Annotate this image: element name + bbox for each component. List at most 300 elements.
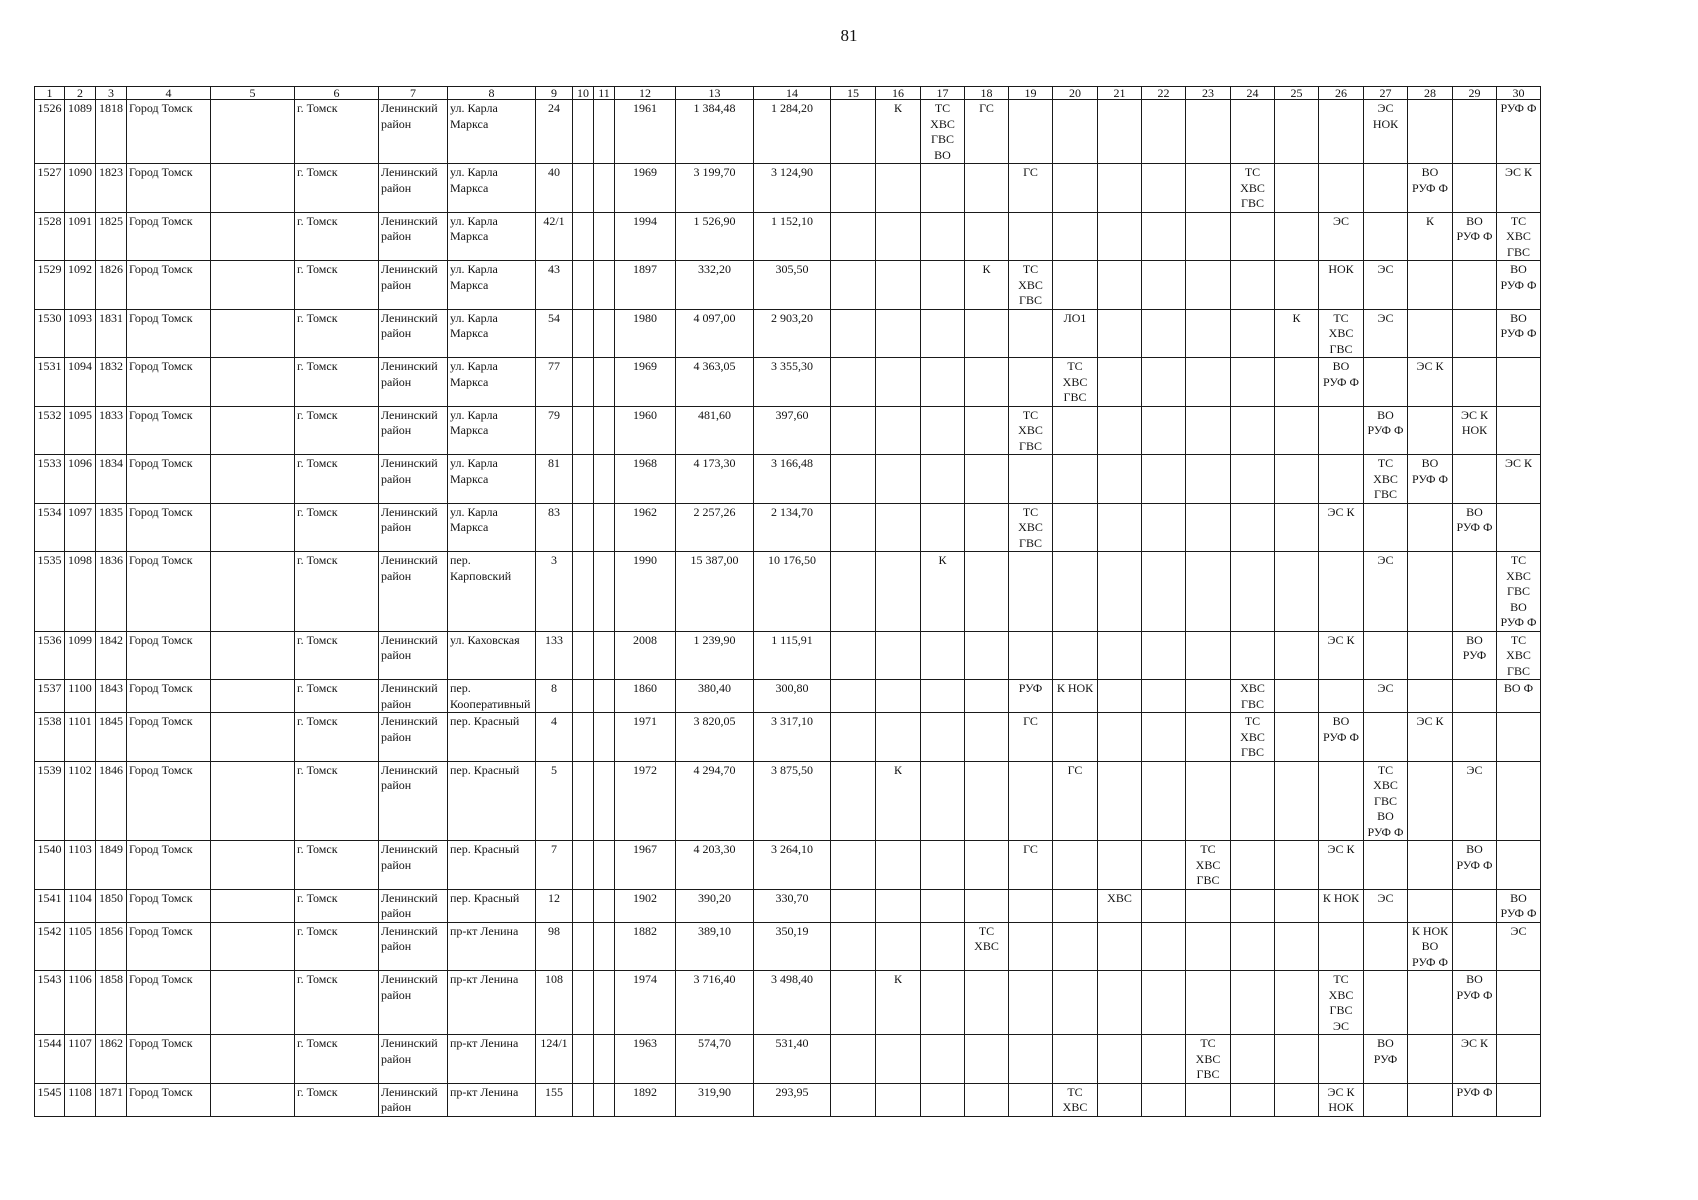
cell-col-11 <box>594 358 615 407</box>
cell-col-23 <box>1186 971 1231 1035</box>
cell-col-29 <box>1453 455 1497 504</box>
cell-col-9: 5 <box>536 761 573 841</box>
cell-col-14: 2 134,70 <box>754 503 831 552</box>
cell-col-17 <box>921 358 965 407</box>
cell-col-19: ТС ХВС ГВС <box>1009 503 1053 552</box>
cell-col-18 <box>965 841 1009 890</box>
cell-col-24: ТС ХВС ГВС <box>1231 713 1275 762</box>
cell-col-15 <box>831 680 876 713</box>
cell-col-20 <box>1053 889 1098 922</box>
cell-col-17: ТС ХВС ГВС ВО <box>921 100 965 164</box>
cell-col-15 <box>831 631 876 680</box>
cell-col-15 <box>831 212 876 261</box>
cell-col-17 <box>921 406 965 455</box>
cell-col-11 <box>594 406 615 455</box>
cell-col-2: 1105 <box>65 922 96 971</box>
cell-col-21 <box>1098 358 1142 407</box>
cell-col-27: ЭС <box>1364 552 1408 632</box>
cell-col-1: 1531 <box>35 358 65 407</box>
cell-col-24 <box>1231 212 1275 261</box>
cell-col-22 <box>1142 503 1186 552</box>
cell-col-26 <box>1319 455 1364 504</box>
cell-col-5 <box>211 680 295 713</box>
cell-col-9: 79 <box>536 406 573 455</box>
cell-col-16 <box>876 922 921 971</box>
cell-col-28: ВО РУФ Ф <box>1408 455 1453 504</box>
cell-col-18 <box>965 358 1009 407</box>
cell-col-3: 1850 <box>96 889 127 922</box>
cell-col-7: Ленинский район <box>379 889 448 922</box>
cell-col-29 <box>1453 100 1497 164</box>
cell-col-19: ГС <box>1009 164 1053 213</box>
cell-col-9: 81 <box>536 455 573 504</box>
cell-col-4: Город Томск <box>127 1035 211 1084</box>
cell-col-1: 1544 <box>35 1035 65 1084</box>
cell-col-27 <box>1364 164 1408 213</box>
cell-col-14: 330,70 <box>754 889 831 922</box>
cell-col-4: Город Томск <box>127 922 211 971</box>
table-row <box>35 680 1541 713</box>
cell-col-20 <box>1053 261 1098 310</box>
cell-col-7: Ленинский район <box>379 358 448 407</box>
cell-col-29 <box>1453 358 1497 407</box>
cell-col-4: Город Томск <box>127 713 211 762</box>
column-header-18: 18 <box>965 87 1009 100</box>
cell-col-11 <box>594 503 615 552</box>
cell-col-28 <box>1408 1083 1453 1116</box>
cell-col-28 <box>1408 552 1453 632</box>
cell-col-11 <box>594 971 615 1035</box>
cell-col-5 <box>211 631 295 680</box>
column-header-12: 12 <box>615 87 676 100</box>
cell-col-20 <box>1053 971 1098 1035</box>
cell-col-22 <box>1142 358 1186 407</box>
cell-col-2: 1098 <box>65 552 96 632</box>
cell-col-9: 83 <box>536 503 573 552</box>
cell-col-17 <box>921 680 965 713</box>
cell-col-19 <box>1009 971 1053 1035</box>
cell-col-15 <box>831 761 876 841</box>
cell-col-18 <box>965 309 1009 358</box>
cell-col-20 <box>1053 1035 1098 1084</box>
cell-col-16 <box>876 212 921 261</box>
cell-col-6: г. Томск <box>295 100 379 164</box>
cell-col-10 <box>573 680 594 713</box>
cell-col-29 <box>1453 680 1497 713</box>
cell-col-13: 4 173,30 <box>676 455 754 504</box>
cell-col-21 <box>1098 1035 1142 1084</box>
cell-col-25 <box>1275 455 1319 504</box>
cell-col-9: 133 <box>536 631 573 680</box>
cell-col-2: 1092 <box>65 261 96 310</box>
cell-col-7: Ленинский район <box>379 1035 448 1084</box>
cell-col-22 <box>1142 164 1186 213</box>
cell-col-25 <box>1275 261 1319 310</box>
cell-col-12: 1969 <box>615 358 676 407</box>
cell-col-1: 1532 <box>35 406 65 455</box>
cell-col-4: Город Томск <box>127 455 211 504</box>
cell-col-15 <box>831 309 876 358</box>
cell-col-2: 1106 <box>65 971 96 1035</box>
cell-col-2: 1102 <box>65 761 96 841</box>
cell-col-10 <box>573 309 594 358</box>
cell-col-16 <box>876 1035 921 1084</box>
cell-col-7: Ленинский район <box>379 503 448 552</box>
cell-col-13: 481,60 <box>676 406 754 455</box>
cell-col-20 <box>1053 164 1098 213</box>
cell-col-10 <box>573 358 594 407</box>
cell-col-12: 1960 <box>615 406 676 455</box>
cell-col-18: ГС <box>965 100 1009 164</box>
cell-col-3: 1862 <box>96 1035 127 1084</box>
cell-col-23 <box>1186 455 1231 504</box>
cell-col-14: 293,95 <box>754 1083 831 1116</box>
cell-col-24 <box>1231 761 1275 841</box>
cell-col-5 <box>211 889 295 922</box>
cell-col-28 <box>1408 503 1453 552</box>
cell-col-15 <box>831 358 876 407</box>
cell-col-26: ВО РУФ Ф <box>1319 358 1364 407</box>
cell-col-15 <box>831 1035 876 1084</box>
cell-col-8: пр-кт Ленина <box>448 1035 536 1084</box>
cell-col-18 <box>965 503 1009 552</box>
cell-col-5 <box>211 164 295 213</box>
table-row <box>35 552 1541 632</box>
cell-col-22 <box>1142 680 1186 713</box>
cell-col-30 <box>1497 1083 1541 1116</box>
cell-col-13: 332,20 <box>676 261 754 310</box>
cell-col-26 <box>1319 164 1364 213</box>
cell-col-5 <box>211 100 295 164</box>
cell-col-25 <box>1275 841 1319 890</box>
cell-col-21 <box>1098 309 1142 358</box>
cell-col-11 <box>594 261 615 310</box>
column-header-26: 26 <box>1319 87 1364 100</box>
cell-col-3: 1823 <box>96 164 127 213</box>
cell-col-30: ЭС К <box>1497 455 1541 504</box>
cell-col-29 <box>1453 164 1497 213</box>
cell-col-14: 3 124,90 <box>754 164 831 213</box>
column-header-22: 22 <box>1142 87 1186 100</box>
cell-col-10 <box>573 631 594 680</box>
cell-col-4: Город Томск <box>127 261 211 310</box>
cell-col-9: 54 <box>536 309 573 358</box>
cell-col-8: ул. Карла Маркса <box>448 100 536 164</box>
cell-col-4: Город Томск <box>127 1083 211 1116</box>
cell-col-1: 1529 <box>35 261 65 310</box>
cell-col-2: 1093 <box>65 309 96 358</box>
column-header-24: 24 <box>1231 87 1275 100</box>
cell-col-14: 350,19 <box>754 922 831 971</box>
cell-col-22 <box>1142 455 1186 504</box>
cell-col-18 <box>965 552 1009 632</box>
cell-col-3: 1842 <box>96 631 127 680</box>
column-header-6: 6 <box>295 87 379 100</box>
cell-col-26: ЭС К <box>1319 503 1364 552</box>
cell-col-23: ТС ХВС ГВС <box>1186 841 1231 890</box>
cell-col-14: 10 176,50 <box>754 552 831 632</box>
cell-col-19 <box>1009 100 1053 164</box>
cell-col-8: пер. Кооперативный <box>448 680 536 713</box>
cell-col-1: 1535 <box>35 552 65 632</box>
cell-col-21 <box>1098 922 1142 971</box>
table-row <box>35 713 1541 762</box>
cell-col-14: 3 875,50 <box>754 761 831 841</box>
cell-col-12: 1902 <box>615 889 676 922</box>
cell-col-16 <box>876 1083 921 1116</box>
cell-col-9: 24 <box>536 100 573 164</box>
cell-col-25 <box>1275 358 1319 407</box>
cell-col-30 <box>1497 406 1541 455</box>
cell-col-27 <box>1364 841 1408 890</box>
cell-col-6: г. Томск <box>295 841 379 890</box>
cell-col-4: Город Томск <box>127 100 211 164</box>
cell-col-9: 124/1 <box>536 1035 573 1084</box>
cell-col-16 <box>876 680 921 713</box>
cell-col-17 <box>921 309 965 358</box>
cell-col-28 <box>1408 889 1453 922</box>
cell-col-15 <box>831 922 876 971</box>
cell-col-11 <box>594 1035 615 1084</box>
cell-col-16: К <box>876 971 921 1035</box>
cell-col-9: 155 <box>536 1083 573 1116</box>
cell-col-21 <box>1098 1083 1142 1116</box>
cell-col-23 <box>1186 889 1231 922</box>
column-header-27: 27 <box>1364 87 1408 100</box>
cell-col-2: 1103 <box>65 841 96 890</box>
cell-col-19 <box>1009 309 1053 358</box>
cell-col-9: 12 <box>536 889 573 922</box>
register-table <box>34 86 1541 1117</box>
cell-col-29 <box>1453 713 1497 762</box>
cell-col-23 <box>1186 100 1231 164</box>
cell-col-30: РУФ Ф <box>1497 100 1541 164</box>
cell-col-8: пер. Красный <box>448 889 536 922</box>
cell-col-25 <box>1275 1035 1319 1084</box>
cell-col-9: 108 <box>536 971 573 1035</box>
cell-col-25 <box>1275 680 1319 713</box>
cell-col-13: 319,90 <box>676 1083 754 1116</box>
cell-col-28: ЭС К <box>1408 713 1453 762</box>
table-row <box>35 455 1541 504</box>
cell-col-3: 1835 <box>96 503 127 552</box>
cell-col-23 <box>1186 309 1231 358</box>
cell-col-1: 1537 <box>35 680 65 713</box>
cell-col-5 <box>211 841 295 890</box>
cell-col-6: г. Томск <box>295 261 379 310</box>
cell-col-15 <box>831 713 876 762</box>
cell-col-30: ТС ХВС ГВС <box>1497 212 1541 261</box>
cell-col-13: 390,20 <box>676 889 754 922</box>
cell-col-18 <box>965 713 1009 762</box>
cell-col-25 <box>1275 889 1319 922</box>
cell-col-30 <box>1497 761 1541 841</box>
cell-col-22 <box>1142 406 1186 455</box>
cell-col-22 <box>1142 212 1186 261</box>
cell-col-10 <box>573 164 594 213</box>
cell-col-23 <box>1186 761 1231 841</box>
cell-col-13: 4 203,30 <box>676 841 754 890</box>
cell-col-23: ТС ХВС ГВС <box>1186 1035 1231 1084</box>
cell-col-26: ТС ХВС ГВС ЭС <box>1319 971 1364 1035</box>
cell-col-6: г. Томск <box>295 1035 379 1084</box>
cell-col-3: 1818 <box>96 100 127 164</box>
cell-col-28 <box>1408 761 1453 841</box>
cell-col-12: 1963 <box>615 1035 676 1084</box>
cell-col-11 <box>594 455 615 504</box>
cell-col-29: ЭС К НОК <box>1453 406 1497 455</box>
cell-col-10 <box>573 713 594 762</box>
cell-col-1: 1543 <box>35 971 65 1035</box>
cell-col-18 <box>965 971 1009 1035</box>
cell-col-12: 1980 <box>615 309 676 358</box>
cell-col-11 <box>594 552 615 632</box>
cell-col-2: 1090 <box>65 164 96 213</box>
cell-col-7: Ленинский район <box>379 841 448 890</box>
cell-col-17 <box>921 164 965 213</box>
cell-col-18 <box>965 1083 1009 1116</box>
cell-col-10 <box>573 1035 594 1084</box>
column-header-9: 9 <box>536 87 573 100</box>
cell-col-12: 1860 <box>615 680 676 713</box>
cell-col-27: ВО РУФ <box>1364 1035 1408 1084</box>
cell-col-24 <box>1231 406 1275 455</box>
cell-col-8: ул. Каховская <box>448 631 536 680</box>
cell-col-5 <box>211 406 295 455</box>
cell-col-4: Город Томск <box>127 358 211 407</box>
cell-col-16 <box>876 406 921 455</box>
cell-col-15 <box>831 503 876 552</box>
cell-col-29: ВО РУФ Ф <box>1453 971 1497 1035</box>
cell-col-28: ЭС К <box>1408 358 1453 407</box>
cell-col-29: ЭС К <box>1453 1035 1497 1084</box>
cell-col-8: пр-кт Ленина <box>448 1083 536 1116</box>
column-header-13: 13 <box>676 87 754 100</box>
cell-col-8: ул. Карла Маркса <box>448 503 536 552</box>
cell-col-18: К <box>965 261 1009 310</box>
cell-col-20: ТС ХВС ГВС <box>1053 358 1098 407</box>
cell-col-29 <box>1453 552 1497 632</box>
cell-col-22 <box>1142 1083 1186 1116</box>
cell-col-12: 1974 <box>615 971 676 1035</box>
cell-col-10 <box>573 889 594 922</box>
cell-col-28 <box>1408 406 1453 455</box>
cell-col-9: 98 <box>536 922 573 971</box>
cell-col-4: Город Томск <box>127 309 211 358</box>
cell-col-30 <box>1497 841 1541 890</box>
table-row <box>35 164 1541 213</box>
cell-col-6: г. Томск <box>295 761 379 841</box>
cell-col-20 <box>1053 212 1098 261</box>
cell-col-22 <box>1142 841 1186 890</box>
table-row <box>35 212 1541 261</box>
cell-col-25 <box>1275 212 1319 261</box>
cell-col-9: 4 <box>536 713 573 762</box>
cell-col-4: Город Томск <box>127 631 211 680</box>
cell-col-27 <box>1364 358 1408 407</box>
cell-col-23 <box>1186 552 1231 632</box>
cell-col-11 <box>594 1083 615 1116</box>
cell-col-11 <box>594 680 615 713</box>
table-row <box>35 358 1541 407</box>
cell-col-10 <box>573 922 594 971</box>
cell-col-25 <box>1275 971 1319 1035</box>
cell-col-14: 531,40 <box>754 1035 831 1084</box>
cell-col-25: К <box>1275 309 1319 358</box>
cell-col-1: 1526 <box>35 100 65 164</box>
cell-col-5 <box>211 212 295 261</box>
cell-col-30: ЭС К <box>1497 164 1541 213</box>
cell-col-15 <box>831 841 876 890</box>
cell-col-11 <box>594 631 615 680</box>
cell-col-30 <box>1497 358 1541 407</box>
cell-col-5 <box>211 971 295 1035</box>
cell-col-3: 1856 <box>96 922 127 971</box>
cell-col-10 <box>573 406 594 455</box>
cell-col-18 <box>965 680 1009 713</box>
cell-col-25 <box>1275 100 1319 164</box>
cell-col-26 <box>1319 100 1364 164</box>
cell-col-28 <box>1408 841 1453 890</box>
cell-col-2: 1100 <box>65 680 96 713</box>
cell-col-21 <box>1098 455 1142 504</box>
cell-col-16 <box>876 713 921 762</box>
cell-col-28 <box>1408 971 1453 1035</box>
cell-col-14: 305,50 <box>754 261 831 310</box>
cell-col-17 <box>921 631 965 680</box>
table-row <box>35 971 1541 1035</box>
cell-col-11 <box>594 922 615 971</box>
cell-col-26: ТС ХВС ГВС <box>1319 309 1364 358</box>
cell-col-28: К <box>1408 212 1453 261</box>
cell-col-19 <box>1009 455 1053 504</box>
cell-col-20: К НОК <box>1053 680 1098 713</box>
cell-col-22 <box>1142 552 1186 632</box>
cell-col-14: 3 317,10 <box>754 713 831 762</box>
cell-col-22 <box>1142 631 1186 680</box>
table-row <box>35 503 1541 552</box>
cell-col-9: 8 <box>536 680 573 713</box>
cell-col-23 <box>1186 406 1231 455</box>
cell-col-18 <box>965 455 1009 504</box>
cell-col-18 <box>965 631 1009 680</box>
column-header-8: 8 <box>448 87 536 100</box>
cell-col-21 <box>1098 713 1142 762</box>
cell-col-1: 1539 <box>35 761 65 841</box>
cell-col-11 <box>594 100 615 164</box>
cell-col-9: 7 <box>536 841 573 890</box>
cell-col-14: 1 284,20 <box>754 100 831 164</box>
column-header-15: 15 <box>831 87 876 100</box>
cell-col-15 <box>831 971 876 1035</box>
cell-col-14: 2 903,20 <box>754 309 831 358</box>
cell-col-21 <box>1098 212 1142 261</box>
cell-col-20 <box>1053 100 1098 164</box>
cell-col-25 <box>1275 406 1319 455</box>
cell-col-27 <box>1364 1083 1408 1116</box>
cell-col-19 <box>1009 1083 1053 1116</box>
cell-col-9: 43 <box>536 261 573 310</box>
cell-col-29: РУФ Ф <box>1453 1083 1497 1116</box>
cell-col-1: 1534 <box>35 503 65 552</box>
column-header-14: 14 <box>754 87 831 100</box>
cell-col-28: ВО РУФ Ф <box>1408 164 1453 213</box>
cell-col-4: Город Томск <box>127 761 211 841</box>
cell-col-15 <box>831 164 876 213</box>
cell-col-13: 389,10 <box>676 922 754 971</box>
cell-col-16 <box>876 503 921 552</box>
cell-col-7: Ленинский район <box>379 631 448 680</box>
